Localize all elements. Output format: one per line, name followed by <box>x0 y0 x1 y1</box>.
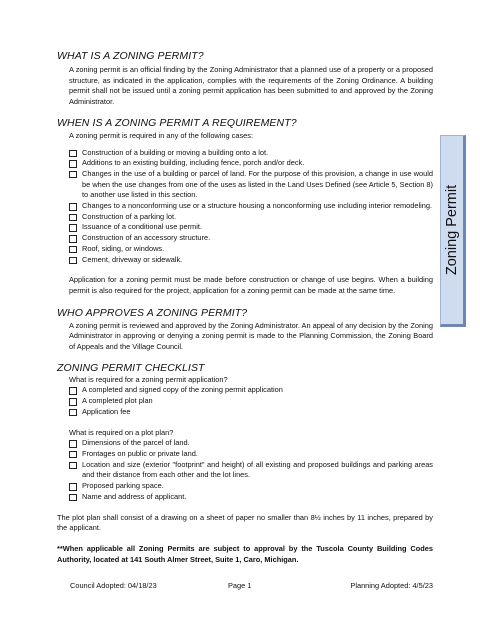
list-item: Cement, driveway or sidewalk. <box>69 255 433 266</box>
list-item: Additions to an existing building, including fence, porch and/or deck. <box>69 158 433 169</box>
checkbox-icon <box>69 440 77 448</box>
document-content <box>57 50 433 565</box>
checkbox-icon <box>69 398 77 406</box>
footer-page-number: Page 1 <box>228 581 252 590</box>
checkbox-icon <box>69 494 77 502</box>
checkbox-icon <box>69 257 77 265</box>
checklist-question-1: What is required for a zoning permit application? <box>69 374 228 384</box>
list-item: Name and address of applicant. <box>69 492 433 503</box>
checklist-list-2 <box>57 438 433 502</box>
what-is-body: A zoning permit is an official finding by the Zoning Administrator that a planned use of a property or a proposed structure, as indicated in the application, complies with the requirements of the Zoning Ordinance. A building permit shall not be issued until a zoning permit application has been submitted to and approved by the Zoning Administrator. <box>69 65 433 107</box>
when-required-list <box>57 148 433 266</box>
building-codes-note: **When applicable all Zoning Permits are subject to approval by the Tuscola County Building Codes Authority, located at 141 South Almer Street, Suite 1, Caro, Michigan. <box>57 543 433 564</box>
list-item: Changes in the use of a building or parcel of land. For the purpose of this provision, a change in use would be when the use changes from one of the uses as listed in the Land Uses Defined (see Article 5, Section 8) to another use listed in this section. <box>69 169 433 201</box>
when-required-intro: A zoning permit is required in any of the following cases: <box>69 130 254 140</box>
list-item: Proposed parking space. <box>69 481 433 492</box>
heading-when-required: WHEN IS A ZONING PERMIT A REQUIREMENT? <box>57 116 297 129</box>
side-tab-zoning-permit <box>440 135 466 327</box>
checkbox-icon <box>69 214 77 222</box>
list-item: Construction of a building or moving a building onto a lot. <box>69 148 433 159</box>
checkbox-icon <box>69 246 77 254</box>
side-tab-label: Zoning Permit <box>444 184 460 276</box>
checkbox-icon <box>69 160 77 168</box>
list-item: A completed plot plan <box>69 396 433 407</box>
checkbox-icon <box>69 171 77 179</box>
checklist-question-2: What is required on a plot plan? <box>69 427 174 437</box>
checkbox-icon <box>69 150 77 158</box>
list-item: Issuance of a conditional use permit. <box>69 222 433 233</box>
list-item: Changes to a nonconforming use or a structure housing a nonconforming use including interior remodeling. <box>69 201 433 212</box>
list-item: Dimensions of the parcel of land. <box>69 438 433 449</box>
list-item: Location and size (exterior "footprint" and height) of all existing and proposed buildings and parking areas and their distance from each other and the lot lines. <box>69 460 433 481</box>
footer-planning-adopted: Planning Adopted: 4/5/23 <box>350 581 433 590</box>
checkbox-icon <box>69 387 77 395</box>
list-item: Application fee <box>69 407 433 418</box>
checkbox-icon <box>69 224 77 232</box>
list-item: Roof, siding, or windows. <box>69 244 433 255</box>
list-item: Construction of a parking lot. <box>69 212 433 223</box>
plot-plan-note: The plot plan shall consist of a drawing on a sheet of paper no smaller than 8½ inches by 11 inches, prepared by the applicant. <box>57 512 433 533</box>
who-approves-body: A zoning permit is reviewed and approved by the Zoning Administrator. An appeal of any decision by the Zoning Administrator in approving or denying a zoning permit is made to the Planning Commission, the Zoning Board of Appeals and the Village Council. <box>69 320 434 352</box>
heading-who-approves: WHO APPROVES A ZONING PERMIT? <box>57 306 248 319</box>
checkbox-icon <box>69 451 77 459</box>
checklist-list-1 <box>57 385 433 417</box>
checkbox-icon <box>69 409 77 417</box>
heading-what-is: WHAT IS A ZONING PERMIT? <box>57 50 204 62</box>
list-item: A completed and signed copy of the zoning permit application <box>69 385 433 396</box>
when-required-after: Application for a zoning permit must be made before construction or change of use begins. When a building permit is also required for the project, application for a zoning permit can be made at the same time. <box>69 275 433 295</box>
checkbox-icon <box>69 483 77 491</box>
checkbox-icon <box>69 235 77 243</box>
list-item: Frontages on public or private land. <box>69 449 433 460</box>
heading-checklist: ZONING PERMIT CHECKLIST <box>57 361 205 374</box>
checkbox-icon <box>69 462 77 470</box>
checkbox-icon <box>69 203 77 211</box>
footer-council-adopted: Council Adopted: 04/18/23 <box>70 581 157 590</box>
list-item: Construction of an accessory structure. <box>69 233 433 244</box>
